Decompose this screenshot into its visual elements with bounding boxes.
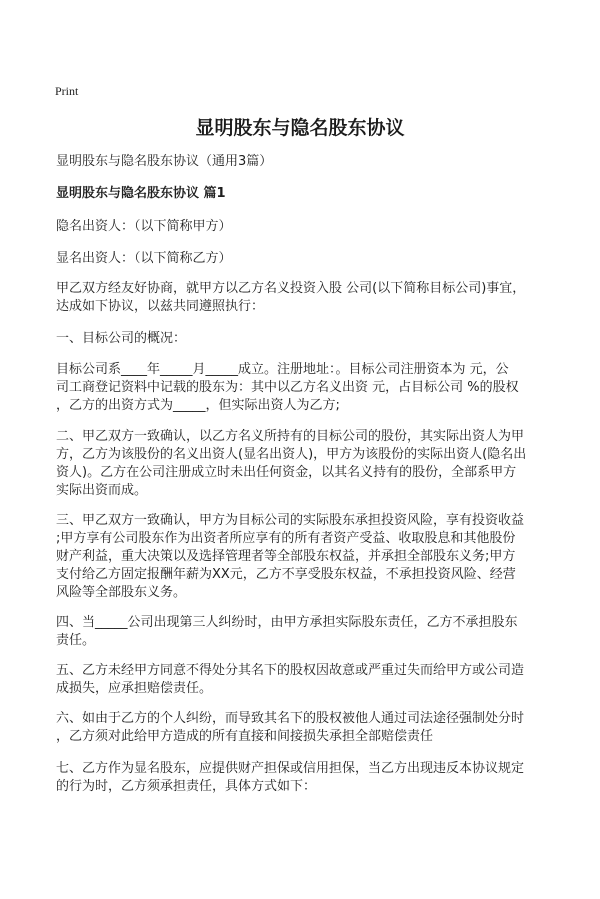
clause-3 bbox=[56, 512, 548, 602]
clause-7 bbox=[56, 760, 548, 796]
paragraph-line: 六、如由于乙方的个人纠纷，而导致其名下的股权被他人通过司法途径强制处分时 bbox=[56, 711, 525, 726]
paragraph-line: 七、乙方作为显名股东，应提供财产担保或信用担保，当乙方出现违反本协议规定 bbox=[56, 761, 525, 776]
paragraph-line: 责任。 bbox=[56, 633, 96, 648]
subtitle-text: 显明股东与隐名股东协议（通用3篇） bbox=[56, 154, 273, 169]
party-named-text: 显名出资人：（以下简称乙方） bbox=[56, 251, 232, 266]
party-hidden-investor bbox=[56, 218, 548, 236]
paragraph-line: ;甲方享有公司股东作为出资者所应享有的所有者资产受益、收取股息和其他股份 bbox=[56, 531, 516, 546]
paragraph-line: 方，乙方为该股份的名义出资人(显名出资人)，甲方为该股份的实际出资人(隐名出 bbox=[56, 447, 527, 462]
paragraph-line: 甲乙双方经友好协商，就甲方以乙方名义投资入股 公司(以下简称目标公司)事宜， bbox=[56, 281, 526, 296]
paragraph-line: 达成如下协议，以兹共同遵照执行： bbox=[56, 299, 265, 314]
paragraph-line: 司工商登记资料中记载的股东为：其中以乙方名义出资 元，占目标公司 %的股权 bbox=[56, 380, 519, 395]
clause-1-heading bbox=[56, 330, 548, 348]
paragraph-line: 支付给乙方固定报酬年薪为XX元，乙方不享受股东权益，不承担投资风险、经营 bbox=[56, 567, 516, 582]
paragraph-line: ，乙方的出资方式为_____，但实际出资人为乙方; bbox=[56, 398, 340, 413]
paragraph-line: 财产利益，重大决策以及选择管理者等全部股东权益，并承担全部股东义务;甲方 bbox=[56, 549, 516, 564]
paragraph-line: 风险等全部股东义务。 bbox=[56, 585, 187, 600]
paragraph-intro bbox=[56, 280, 548, 316]
document-subtitle bbox=[56, 153, 548, 171]
paragraph-line: 四、当_____公司出现第三人纠纷时，由甲方承担实际股东责任，乙方不承担股东 bbox=[56, 615, 518, 630]
paragraph-line: 资人)。乙方在公司注册成立时未出任何资金，以其名义持有的股份，全部系甲方 bbox=[56, 465, 517, 480]
section-heading-text: 显明股东与隐名股东协议 篇1 bbox=[56, 186, 226, 201]
clause-4 bbox=[56, 614, 548, 650]
paragraph-line: 二、甲乙双方一致确认，以乙方名义所持有的目标公司的股份，其实际出资人为甲 bbox=[56, 429, 525, 444]
paragraph-line: 五、乙方未经甲方同意不得处分其名下的股权因故意或严重过失而给甲方或公司造 bbox=[56, 663, 525, 678]
clause-6 bbox=[56, 710, 548, 746]
clause-2 bbox=[56, 428, 548, 500]
paragraph-line: 实际出资而成。 bbox=[56, 483, 148, 498]
paragraph-line: 成损失，应承担赔偿责任。 bbox=[56, 681, 213, 696]
paragraph-line: ，乙方须对此给甲方造成的所有直接和间接损失承担全部赔偿责任 bbox=[56, 729, 434, 744]
section-heading bbox=[56, 185, 548, 203]
party-hidden-text: 隐名出资人：（以下简称甲方） bbox=[56, 219, 232, 234]
clause-5 bbox=[56, 662, 548, 698]
paragraph-line: 的行为时，乙方须承担责任，具体方式如下： bbox=[56, 779, 317, 794]
page-title: 显明股东与隐名股东协议 bbox=[195, 117, 405, 139]
paragraph-line: 一、目标公司的概况： bbox=[56, 331, 187, 346]
paragraph-line: 三、甲乙双方一致确认，甲方为目标公司的实际股东承担投资风险，享有投资收益 bbox=[56, 513, 525, 528]
party-named-investor bbox=[56, 250, 548, 268]
print-link[interactable]: Print bbox=[55, 84, 79, 98]
paragraph-line: 目标公司系____年_____月_____成立。注册地址：。目标公司注册资本为 元，公 bbox=[56, 362, 509, 377]
clause-1-company-overview bbox=[56, 361, 548, 415]
